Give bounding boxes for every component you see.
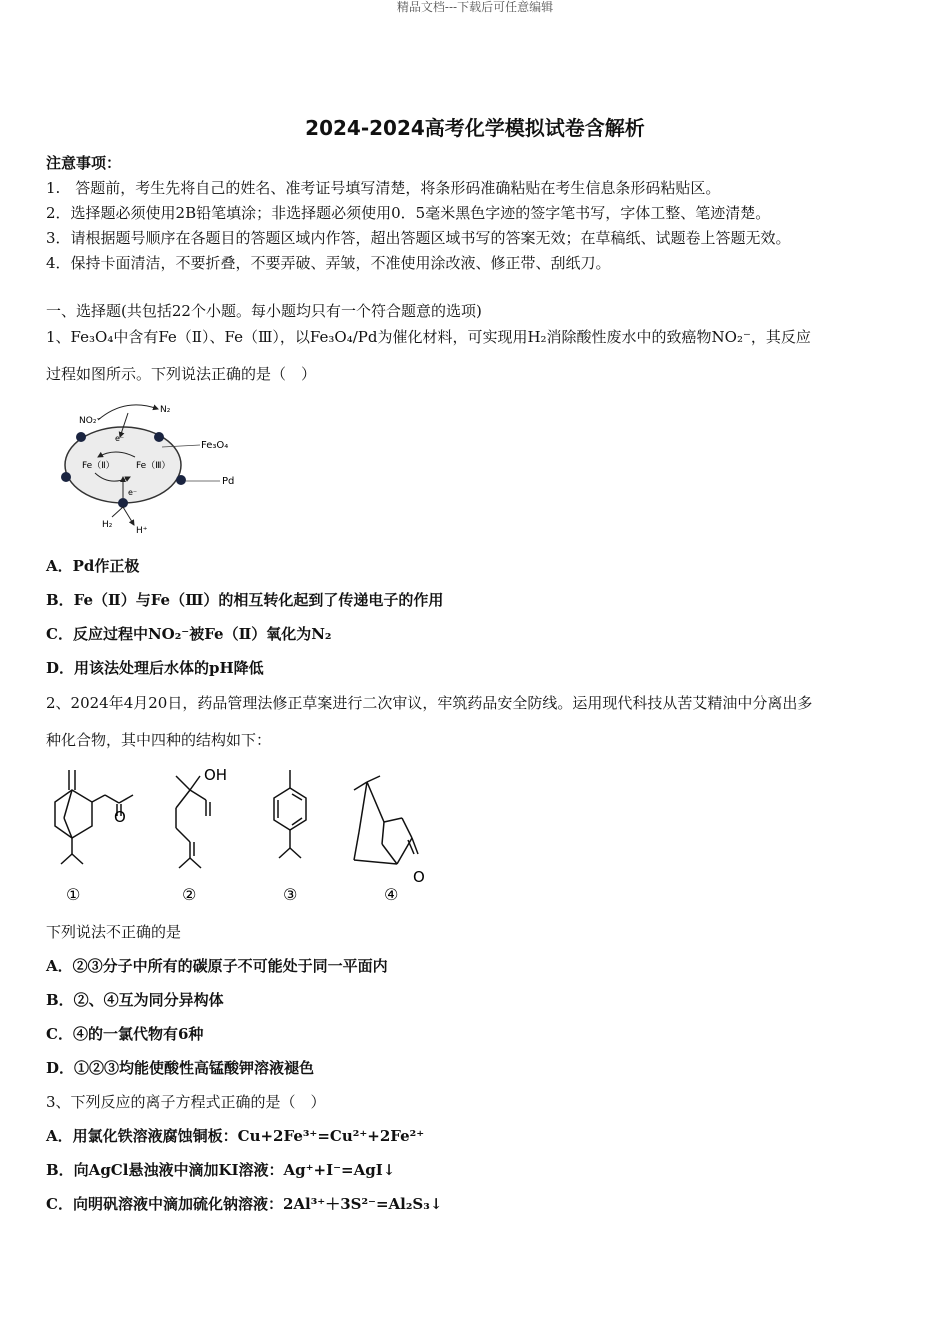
- n2-label: N₂: [160, 405, 171, 415]
- q2-option-a: A．②③分子中所有的碳原子不可能处于同一平面内: [46, 957, 388, 975]
- q2-stem: 2、2024年4月20日，药品管理法修正草案进行二次审议，牢筑药品安全防线。运用现代科技从苦艾精油中分离出多: [46, 694, 813, 712]
- structure-label: ①: [66, 885, 81, 904]
- oh-label: OH: [204, 766, 228, 784]
- structure-2: [176, 776, 210, 868]
- page-header: 精品文档---下载后可任意编辑: [396, 0, 554, 14]
- structure-label: ④: [384, 885, 399, 904]
- q1-option-b: B．Fe（Ⅱ）与Fe（Ⅲ）的相互转化起到了传递电子的作用: [46, 591, 444, 609]
- fe3o4-label: Fe₃O₄: [201, 440, 229, 451]
- structure-3: [274, 770, 306, 858]
- q2-stem-cont: 种化合物，其中四种的结构如下：: [46, 731, 272, 749]
- q1-option-c: C．反应过程中NO₂⁻被Fe（Ⅱ）氧化为N₂: [46, 625, 332, 643]
- pd-label: Pd: [222, 476, 235, 487]
- section-heading: 一、选择题(共包括22个小题。每小题均只有一个符合题意的选项): [46, 302, 482, 320]
- q2-structures: [42, 762, 442, 910]
- notice-item: 3．请根据题号顺序在各题目的答题区域内作答，超出答题区域书写的答案无效；在草稿纸、试题卷上答题无效。: [46, 229, 791, 247]
- electron-label: e⁻: [128, 488, 138, 497]
- carbonyl-o-label: O: [114, 808, 126, 826]
- q2-option-c: C．④的一氯代物有6种: [46, 1025, 204, 1043]
- notice-heading: 注意事项：: [46, 154, 122, 172]
- q2-question: 下列说法不正确的是: [46, 923, 182, 941]
- q1-option-a: A．Pd作正极: [46, 557, 140, 575]
- q3-option-b: B．向AgCl悬浊液中滴加KI溶液：Ag⁺+I⁻=AgI↓: [46, 1161, 396, 1179]
- structure-label: ③: [283, 885, 298, 904]
- structure-label: ②: [182, 885, 197, 904]
- structure-4: [354, 776, 418, 864]
- h2-label: H₂: [102, 520, 113, 530]
- pd-dot: [61, 472, 71, 482]
- q3-option-a: A．用氯化铁溶液腐蚀铜板：Cu+2Fe³⁺=Cu²⁺+2Fe²⁺: [46, 1127, 425, 1145]
- pd-dot: [176, 475, 186, 485]
- notice-item: 1. 答题前，考生先将自己的姓名、准考证号填写清楚，将条形码准确粘贴在考生信息条形码粘贴区。: [46, 179, 721, 197]
- fe2-label: Fe（Ⅱ）: [82, 461, 115, 471]
- page-title: 2024-2024高考化学模拟试卷含解析: [305, 116, 645, 140]
- hplus-label: H⁺: [136, 526, 148, 536]
- q3-option-c: C．向明矾溶液中滴加硫化钠溶液：2Al³⁺＋3S²⁻=Al₂S₃↓: [46, 1195, 443, 1213]
- q2-option-d: D．①②③均能使酸性高锰酸钾溶液褪色: [46, 1059, 315, 1077]
- electron-label: e⁻: [115, 434, 125, 443]
- notice-item: 2．选择题必须使用2B铅笔填涂；非选择题必须使用0．5毫米黑色字迹的签字笔书写，字体工整、笔迹清楚。: [46, 204, 771, 222]
- q1-reaction-diagram: [50, 395, 250, 540]
- notice-item: 4．保持卡面清洁，不要折叠，不要弄破、弄皱，不准使用涂改液、修正带、刮纸刀。: [46, 254, 611, 272]
- q2-option-b: B．②、④互为同分异构体: [46, 991, 224, 1009]
- pd-dot: [154, 432, 164, 442]
- ketone-o-label: O: [413, 868, 425, 886]
- q1-stem: 1、Fe₃O₄中含有Fe（Ⅱ）、Fe（Ⅲ），以Fe₃O₄/Pd为催化材料，可实现用H₂消除酸性废水中的致癌物NO₂⁻，其反应: [46, 328, 811, 346]
- q3-stem: 3、下列反应的离子方程式正确的是（ ）: [46, 1093, 326, 1111]
- no2-label: NO₂⁻: [79, 416, 102, 426]
- fe3-label: Fe（Ⅲ）: [136, 461, 171, 471]
- q1-stem-cont: 过程如图所示。下列说法正确的是（ ）: [46, 365, 317, 383]
- pd-dot: [118, 498, 128, 508]
- pd-dot: [76, 432, 86, 442]
- q1-option-d: D．用该法处理后水体的pH降低: [46, 659, 264, 677]
